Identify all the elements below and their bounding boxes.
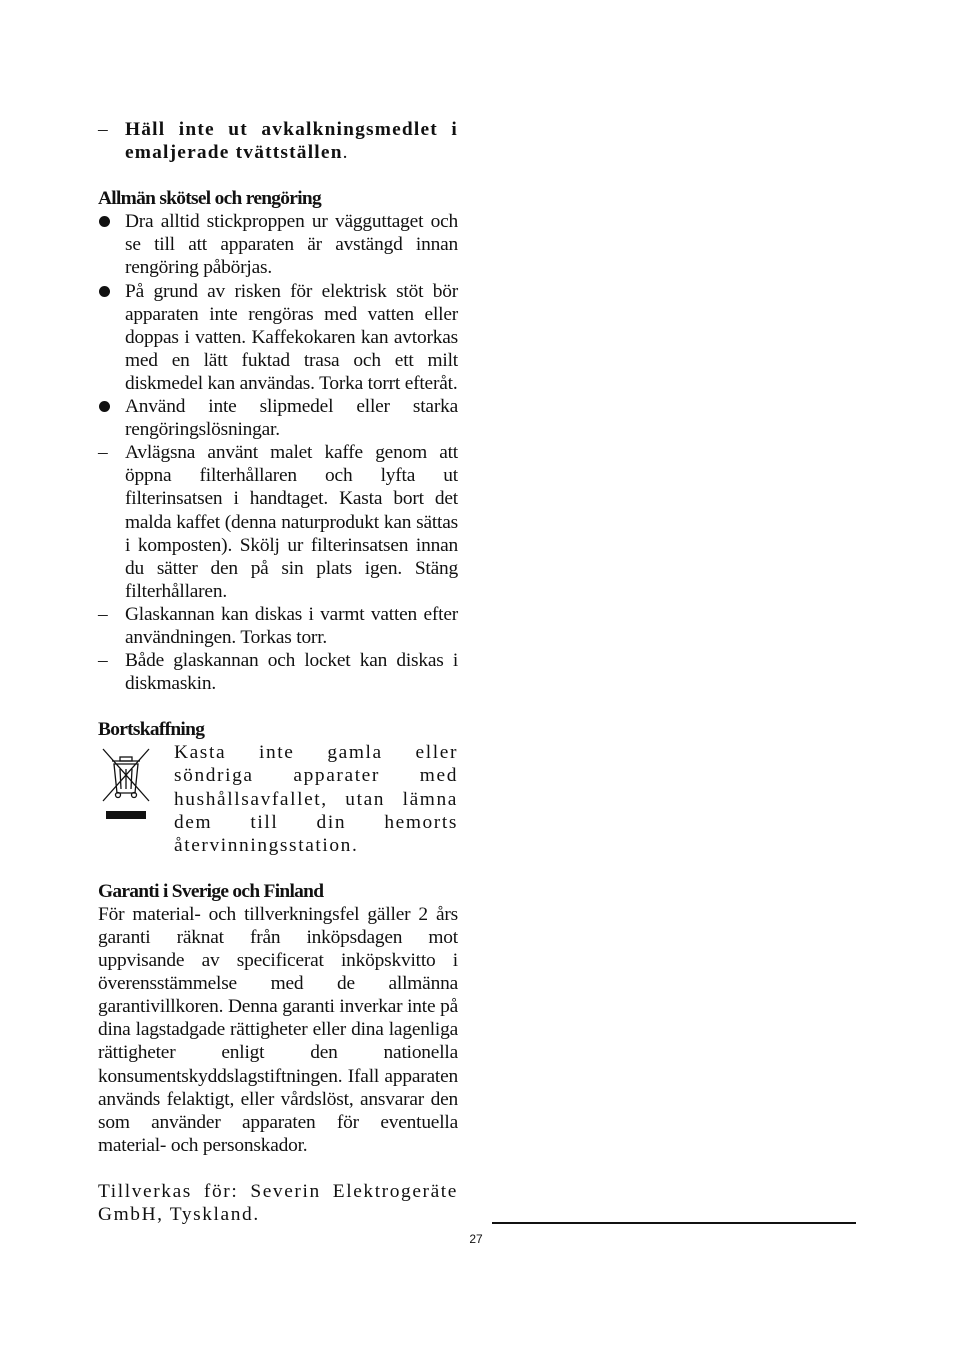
warning-period: . <box>342 142 348 164</box>
list-item <box>98 280 458 395</box>
list-item-text: Dra alltid stickproppen ur vägguttaget och se till att apparaten är avstängd innan rengöring påbörjas. <box>125 211 458 279</box>
list-item <box>98 210 458 279</box>
list-item-text: Både glaskannan och locket kan diskas i diskmaskin. <box>125 650 458 695</box>
list-item <box>98 395 458 441</box>
footer-rule <box>492 1222 856 1224</box>
warranty-text: För material- och tillverkningsfel gäller 2 års garanti räknat från inköpsdagen mot uppvisande av specificerat inköpskvitto i överensstämmelse med de allmänna garantivillkoren. Denna garanti inverkar inte på dina lagstadgade rättigheter eller dina lagenliga rättigheter enligt den nationella konsumentskyddslagstiftningen. Ifall apparaten används felaktigt, eller vårdslöst, ansvarar den som använder apparaten för eventuella material- och personskador. <box>98 903 458 1156</box>
disposal-heading: Bortskaffning <box>98 719 205 741</box>
list-item-text: Använd inte slipmedel eller starka rengöringslösningar. <box>125 396 458 441</box>
bullet-icon <box>99 216 110 227</box>
list-item-text: På grund av risken för elektrisk stöt bör apparaten inte rengöras med vatten eller doppas i vatten. Kaffekokaren kan avtorkas med en lätt fuktad trasa och ett milt diskmedel kan användas. Torka torrt efteråt. <box>125 280 458 394</box>
dash-marker: – <box>98 650 108 672</box>
bullet-icon <box>99 401 110 412</box>
dash-marker: – <box>98 603 108 625</box>
manufacturer-text: Tillverkas för: Severin Elektrogeräte GmbH, Tyskland. <box>98 1180 458 1226</box>
disposal-block <box>98 741 458 856</box>
page-number: 27 <box>469 1232 483 1246</box>
dash-marker: – <box>98 442 108 464</box>
warning-text: Häll inte ut avkalkningsmedlet i emaljerade tvättställen <box>125 119 458 164</box>
list-item <box>98 649 458 695</box>
list-item-text: Glaskannan kan diskas i varmt vatten efter användningen. Torkas torr. <box>125 603 458 648</box>
text-column <box>98 118 458 1226</box>
list-item <box>98 441 458 603</box>
crossed-out-wheelie-bin-icon <box>98 743 154 823</box>
warning-item <box>98 118 458 164</box>
dash-marker: – <box>98 119 108 140</box>
list-item-text: Avlägsna använt malet kaffe genom att öppna filterhållaren och lyfta ut filterinsatsen i handtaget. Kasta bort det malda kaffet (denna naturprodukt kan sättas i komposten). Skölj ur filterinsatsen innan du sätter den på sin plats igen. Stäng filterhållaren. <box>125 442 458 602</box>
disposal-text: Kasta inte gamla eller söndriga apparater med hushållsavfallet, utan lämna dem till din hemorts återvinningsstation. <box>174 742 458 856</box>
warranty-heading: Garanti i Sverige och Finland <box>98 880 324 902</box>
care-heading: Allmän skötsel och rengöring <box>98 188 321 210</box>
list-item <box>98 603 458 649</box>
bullet-icon <box>99 286 110 297</box>
